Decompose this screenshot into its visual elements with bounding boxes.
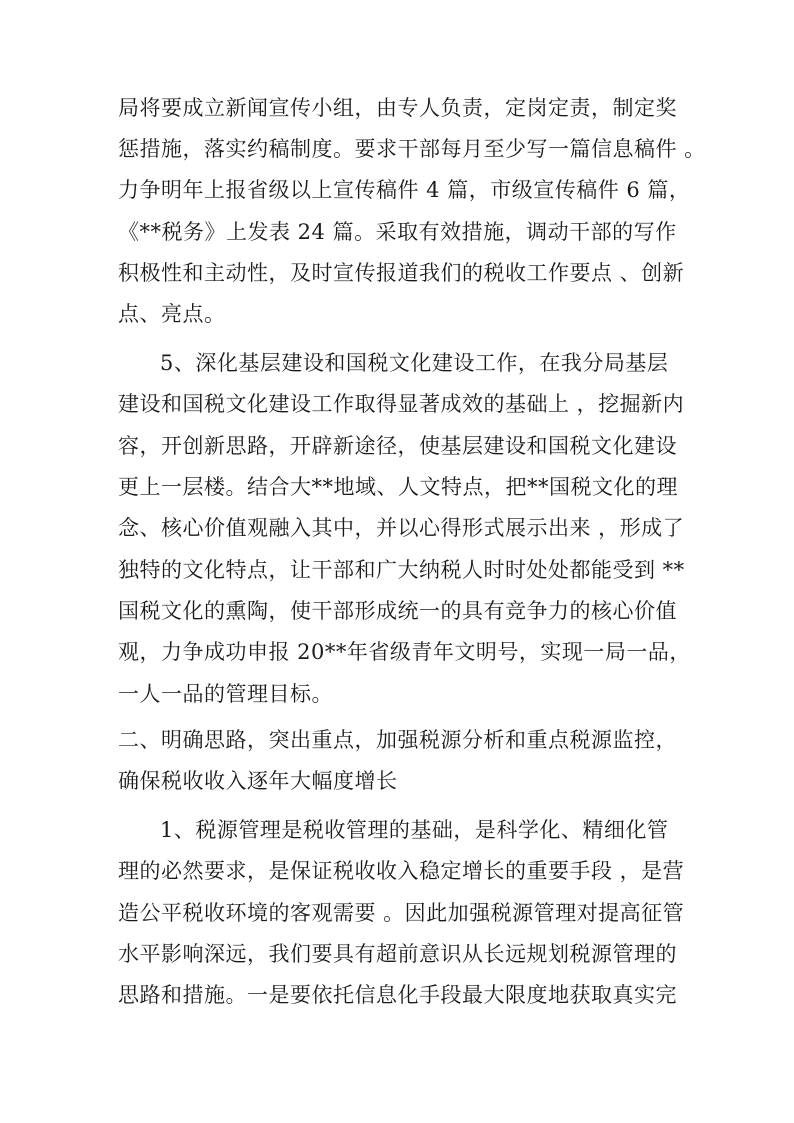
text-line: 惩措施，落实约稿制度。要求干部每月至少写一篇信息稿件 。 — [118, 137, 706, 161]
text-line: 《**税务》上发表 24 篇。采取有效措施，调动干部的写作 — [118, 220, 677, 244]
text-line: 理的必然要求，是保证税收收入稳定增长的重要手段 ，是营 — [118, 859, 685, 883]
text-line: 力争明年上报省级以上宣传稿件 4 篇，市级宣传稿件 6 篇， — [118, 178, 691, 202]
text-line: 点、亮点。 — [118, 302, 226, 326]
text-line: 独特的文化特点，让干部和广大纳税人时时处处都能受到 ** — [118, 558, 685, 582]
text-line: 一人一品的管理目标。 — [118, 682, 333, 706]
text-line: 念、核心价值观融入其中，并以心得形式展示出来 ，形成了 — [118, 516, 685, 540]
section-heading-cont: 确保税收收入逐年大幅度增长 — [118, 769, 398, 793]
text-line: 建设和国税文化建设工作取得显著成效的基础上 ，挖掘新内 — [118, 392, 685, 416]
text-line: 容，开创新思路，开辟新途径，使基层建设和国税文化建设 — [118, 434, 677, 458]
text-line: 造公平税收环境的客观需要 。因此加强税源管理对提高征管 — [118, 901, 685, 925]
paragraph-heading-1: 1、税源管理是税收管理的基础，是科学化、精细化管 — [160, 818, 669, 842]
text-line: 水平影响深远，我们要具有超前意识从长远规划税源管理的 — [118, 942, 677, 966]
text-line: 局将要成立新闻宣传小组，由专人负责，定岗定责，制定奖 — [118, 96, 677, 120]
text-line: 更上一层楼。结合大**地域、人文特点，把**国税文化的理 — [118, 475, 678, 499]
paragraph-heading-5: 5、深化基层建设和国税文化建设工作，在我分局基层 — [160, 351, 669, 375]
text-line: 国税文化的熏陶，使干部形成统一的具有竞争力的核心价值 — [118, 599, 677, 623]
text-line: 思路和措施。一是要依托信息化手段最大限度地获取真实完 — [118, 983, 677, 1007]
text-line: 积极性和主动性，及时宣传报道我们的税收工作要点 、创新 — [118, 261, 685, 285]
text-line: 观，力争成功申报 20**年省级青年文明号，实现一局一品， — [118, 640, 691, 664]
section-heading: 二、明确思路，突出重点，加强税源分析和重点税源监控， — [118, 728, 677, 752]
